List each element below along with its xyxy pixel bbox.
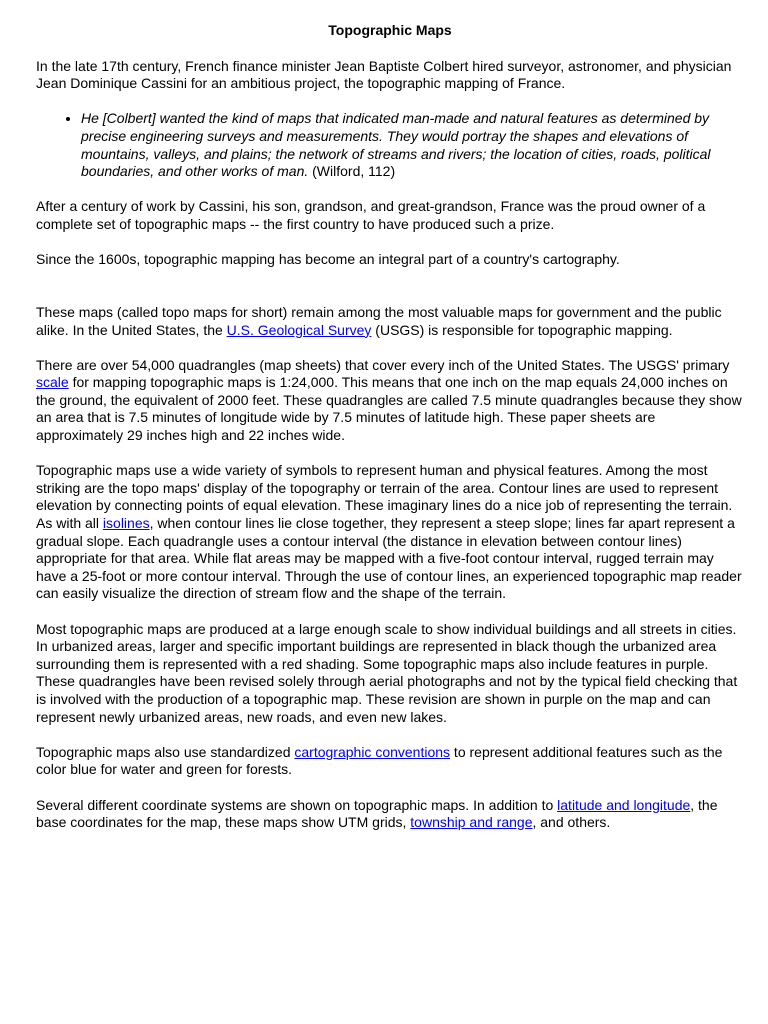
page-title: Topographic Maps [328,22,452,38]
paragraph-conventions: Topographic maps also use standardized cartographic conventions to represent additional features such as the color blue for water and green for forests. [36,743,723,778]
paragraph-quadrangles: There are over 54,000 quadrangles (map sheets) that cover every inch of the United States. The USGS' primary scale for mapping topographic maps is 1:24,000. This means that one inch on the map equals 24,000 inches on the ground, the equivalent of 2000 feet. These quadrangles are called 7.5 minute quadrangles because they show an area that is 7.5 minutes of longitude wide by 7.5 minutes of latitude high. These paper sheets are approximately 29 inches high and 22 inches wide. [36,356,742,444]
quote-citation: (Wilford, 112) [308,163,396,180]
quote-list [36,110,744,180]
paragraph-since-1600s: Since the 1600s, topographic mapping has become an integral part of a country's cartography. [36,251,620,268]
isolines-link[interactable]: isolines [102,515,150,532]
township-range-link[interactable]: township and range [410,814,533,831]
paragraph-intro: In the late 17th century, French finance minister Jean Baptiste Colbert hired surveyor, astronomer, and physician Jean Dominique Cassini for an ambitious project, the topographic mapping of France. [36,57,732,92]
spacer [36,286,744,304]
scale-link[interactable]: scale [36,374,69,391]
cartographic-conventions-link[interactable]: cartographic conventions [294,743,451,760]
paragraph-contour-lines: Topographic maps use a wide variety of symbols to represent human and physical features. Among the most striking are the topo maps' display of the topography or terrain of the area. Contour lines are used to represent elevation by connecting points of equal elevation. These imaginary lines do a nice job of representing the terrain. As with all isolines, when contour lines lie close together, they represent a steep slope; lines far apart represent a gradual slope. Each quadrangle uses a contour interval (the distance in elevation between contour lines) appropriate for that area. While flat areas may be mapped with a five-foot contour interval, rugged terrain may have a 25-foot or more contour interval. Through the use of contour lines, an experienced topographic map reader can easily visualize the direction of stream flow and the shape of the terrain. [36,462,742,602]
usgs-link[interactable]: U.S. Geological Survey [226,321,372,338]
paragraph-cassini: After a century of work by Cassini, his son, grandson, and great-grandson, France was the proud owner of a complete set of topographic maps -- the first country to have produced such a prize. [36,198,706,232]
quote-item [81,110,744,180]
quote-text: He [Colbert] wanted the kind of maps that indicated man-made and natural features as determined by precise engineering surveys and measurements. They would portray the shapes and elevations of mountains, valleys, and plains; the network of streams and rivers; the location of cities, roads, political boundaries, and other works of man. [81,110,711,180]
paragraph-scale-features: Most topographic maps are produced at a large enough scale to show individual buildings and all streets in cities. In urbanized areas, larger and specific important buildings are represented in black though the urbanized area surrounding them is represented with a red shading. Some topographic maps also include features in purple. These quadrangles have been revised solely through aerial photographs and not by the typical field checking that is involved with the production of a topographic map. These revision are shown in purple on the map and can represent newly urbanized areas, new roads, and even new lakes. [36,620,738,725]
paragraph-coordinates: Several different coordinate systems are shown on topographic maps. In addition to latitude and longitude, the base coordinates for the map, these maps show UTM grids, township and range, and others. [36,796,718,831]
latitude-longitude-link[interactable]: latitude and longitude [557,796,691,813]
paragraph-usgs: These maps (called topo maps for short) remain among the most valuable maps for government and the public alike. In the United States, the U.S. Geological Survey (USGS) is responsible for topographic mapping. [36,303,722,338]
